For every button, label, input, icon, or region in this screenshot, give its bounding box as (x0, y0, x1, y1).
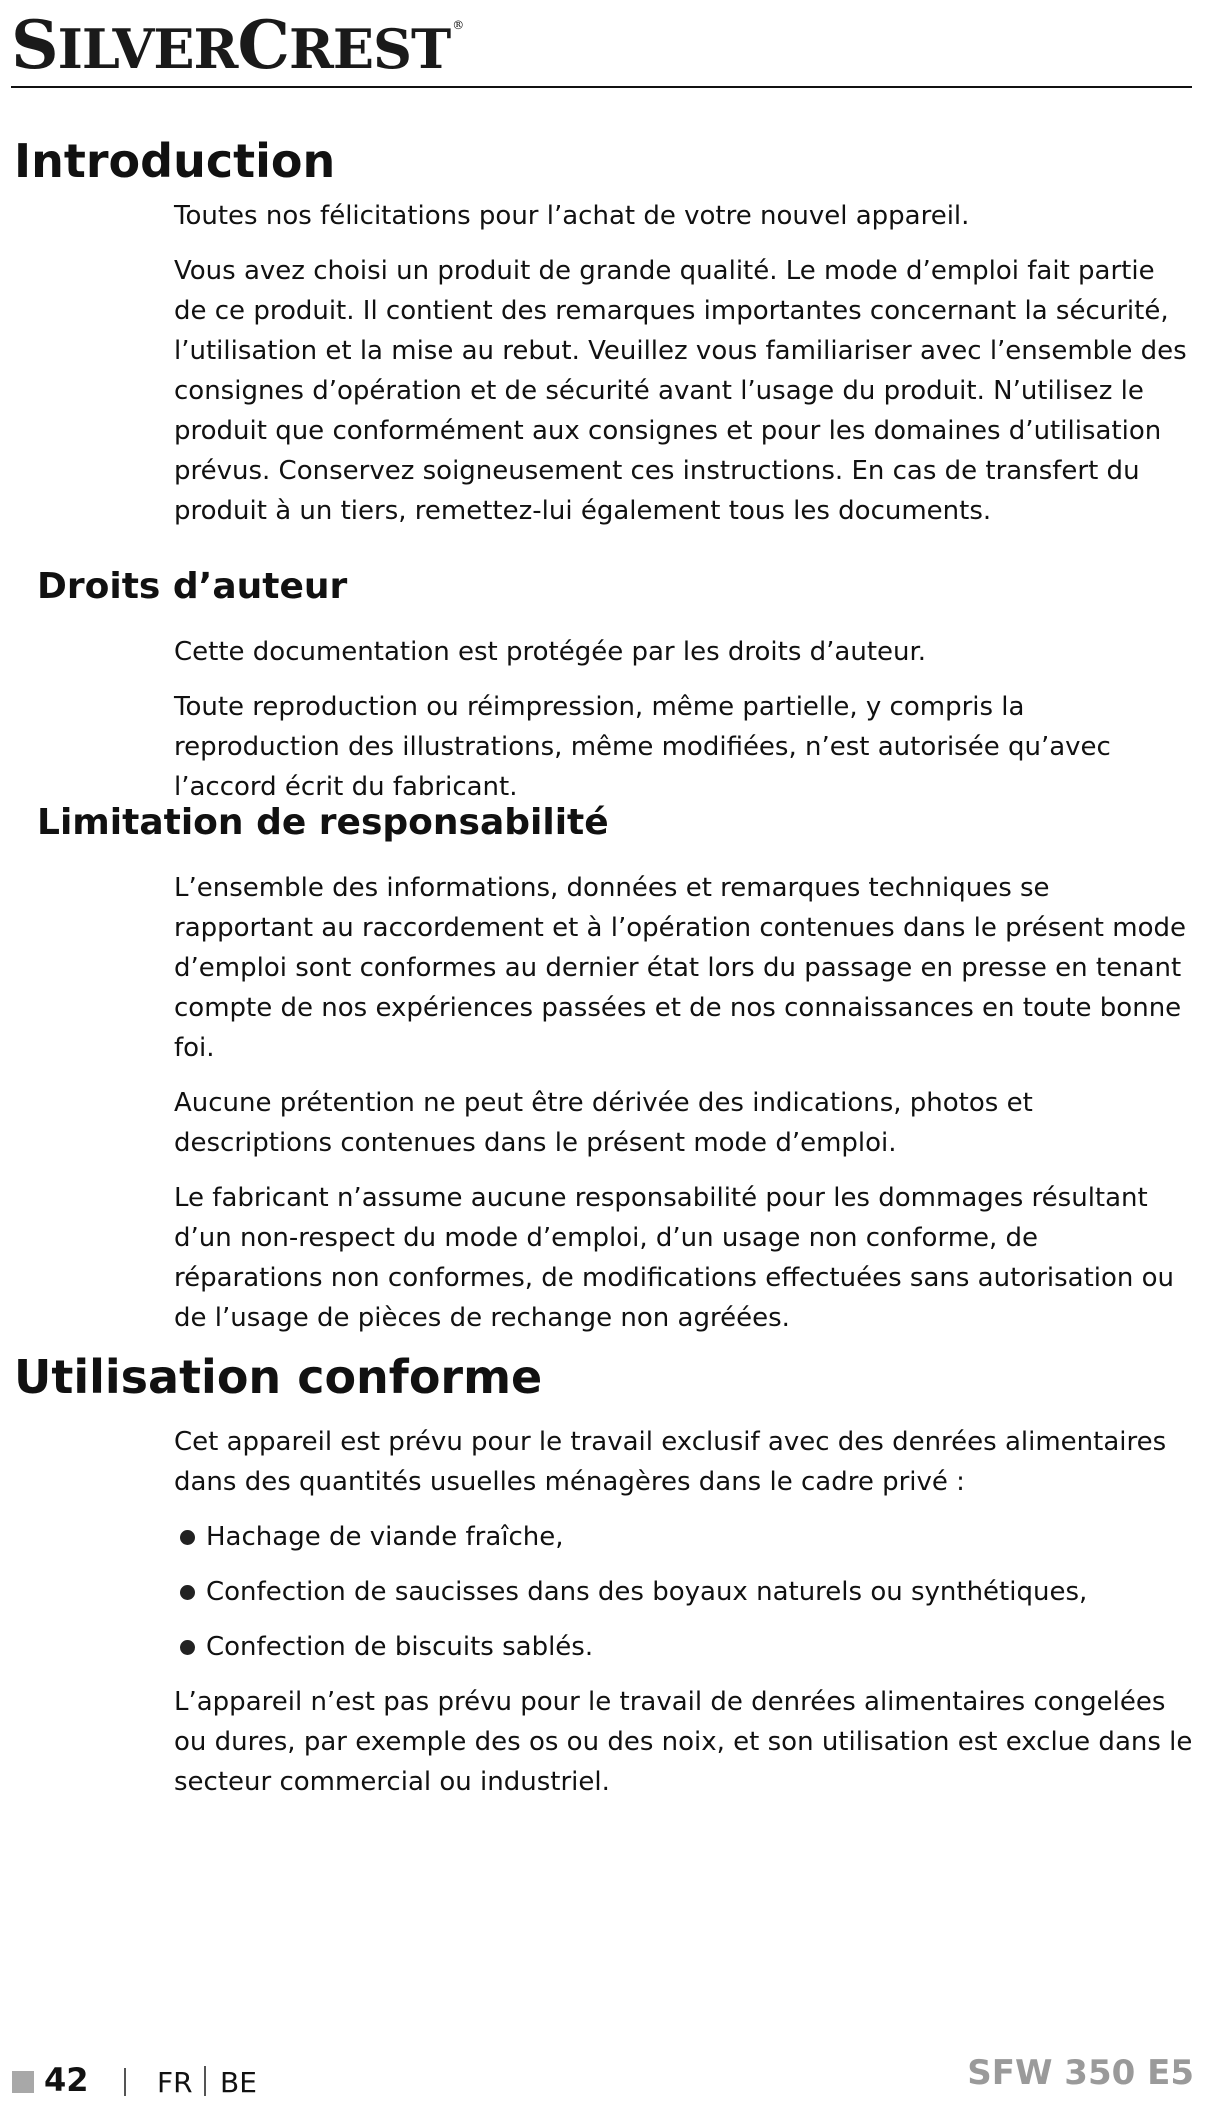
paragraph: Vous avez choisi un produit de grande qualité. Le mode d’emploi fait partie de ce produit. Il contient des remarques importantes concernant la sécurité, l’utilisation et la mise au rebut. Veuillez vous familiariser avec l’ensemble des consignes d’opération et de sécurité avant l’usage du produit. N’utilisez le produit que conformément aux consignes et pour les domaines d’utilisation prévus. Conservez soigneusement ces instructions. En cas de transfert du produit à un tiers, remettez-lui également tous les documents. (174, 256, 1187, 526)
bullet-icon (180, 1585, 195, 1600)
paragraph: Toute reproduction ou réimpression, même partielle, y compris la reproduction des illustrations, même modifiées, n’est autorisée qu’avec l’accord écrit du fabricant. (174, 692, 1111, 802)
list-item-text: Confection de saucisses dans des boyaux naturels ou synthétiques, (206, 1577, 1088, 1607)
language-code-fr: FR (157, 2066, 193, 2099)
page-number: 42 (44, 2061, 89, 2099)
intended-use-body (174, 1422, 1194, 1817)
list-item (174, 1517, 1194, 1557)
bullet-icon (180, 1640, 195, 1655)
introduction-body (174, 196, 1194, 546)
logo-text-ilver: ILVER (57, 17, 238, 81)
footer-divider (124, 2068, 126, 2096)
heading-copyright: Droits d’auteur (37, 566, 348, 607)
paragraph: Toutes nos félicitations pour l’achat de votre nouvel appareil. (174, 201, 970, 231)
brand-logo (11, 6, 463, 84)
footer-square-marker (12, 2071, 34, 2093)
paragraph: Le fabricant n’assume aucune responsabilité pour les dommages résultant d’un non-respect du mode d’emploi, d’un usage non conforme, de réparations non conformes, de modifications effectuées sans autorisation ou de l’usage de pièces de rechange non agréées. (174, 1183, 1175, 1333)
paragraph: L’ensemble des informations, données et remarques techniques se rapportant au raccordement et à l’opération contenues dans le présent mode d’emploi sont conformes au dernier état lors du passage en presse en tenant compte de nos expériences passées et de nos connaissances en toute bonne foi. (174, 873, 1186, 1063)
paragraph: L’appareil n’est pas prévu pour le travail de denrées alimentaires congelées ou dures, par exemple des os ou des noix, et son utilisation est exclue dans le secteur commercial ou industriel. (174, 1687, 1193, 1797)
bullet-icon (180, 1530, 195, 1545)
heading-liability: Limitation de responsabilité (37, 802, 609, 843)
list-item-text: Confection de biscuits sablés. (206, 1632, 594, 1662)
paragraph: Aucune prétention ne peut être dérivée des indications, photos et descriptions contenues dans le présent mode d’emploi. (174, 1088, 1033, 1158)
heading-introduction: Introduction (14, 134, 336, 188)
header-rule (11, 86, 1192, 88)
paragraph: Cette documentation est protégée par les droits d’auteur. (174, 637, 927, 667)
paragraph: Cet appareil est prévu pour le travail exclusif avec des denrées alimentaires dans des quantités usuelles ménagères dans le cadre privé : (174, 1427, 1167, 1497)
copyright-body (174, 632, 1194, 822)
logo-text-rest: REST (288, 17, 451, 81)
heading-intended-use: Utilisation conforme (14, 1350, 543, 1404)
usage-list (174, 1517, 1194, 1667)
list-item (174, 1627, 1194, 1667)
language-code-be: BE (220, 2066, 257, 2099)
language-divider (204, 2066, 206, 2096)
list-item (174, 1572, 1194, 1612)
trademark-symbol: ® (452, 18, 464, 32)
logo-letter-c: C (237, 6, 289, 84)
model-number: SFW 350 E5 (967, 2053, 1194, 2093)
logo-letter-s: S (11, 6, 58, 84)
list-item-text: Hachage de viande fraîche, (206, 1522, 564, 1552)
liability-body (174, 868, 1194, 1353)
